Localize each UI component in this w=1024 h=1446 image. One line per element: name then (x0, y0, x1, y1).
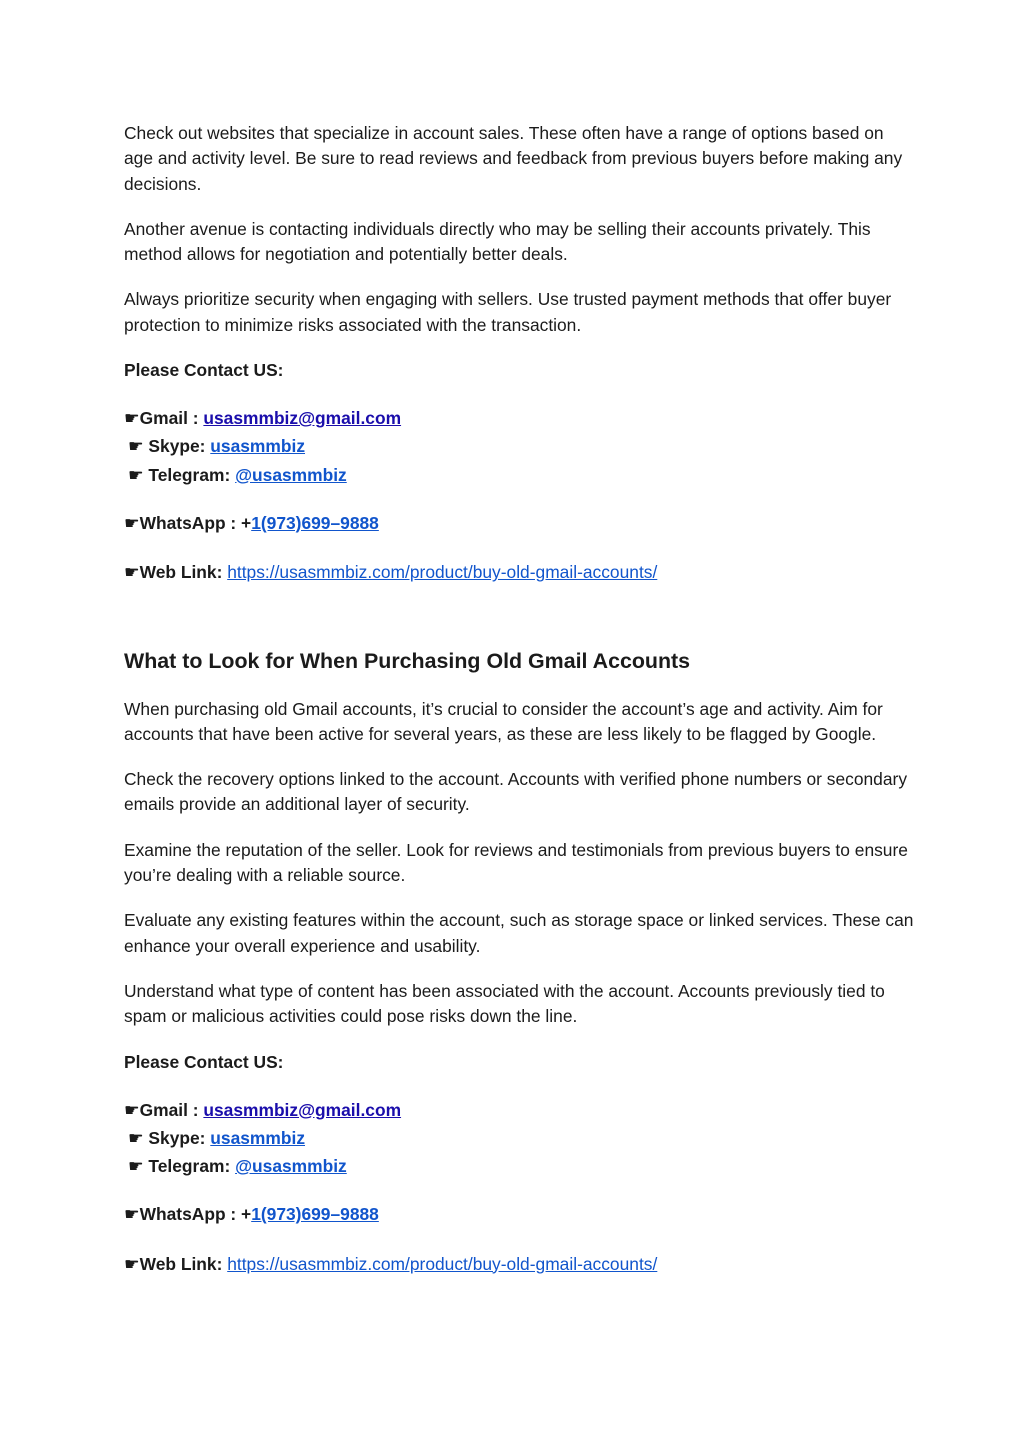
contact-gmail-row (124, 404, 914, 432)
web-label: ☛Web Link: (124, 562, 228, 583)
paragraph: Another avenue is contacting individuals directly who may be selling their accounts privately. This method allows for negotiation and potentially better deals. (124, 218, 871, 265)
contact-telegram-row (124, 1152, 914, 1180)
skype-label: ☛ Skype: (128, 1127, 211, 1148)
telegram-label: ☛ Telegram: (128, 1156, 236, 1177)
paragraph: Always prioritize security when engaging with sellers. Use trusted payment methods that offer buyer protection to minimize risks associated with the transaction. (124, 289, 892, 335)
paragraph: Check out websites that specialize in account sales. These often have a range of options based on age and activity level. Be sure to read reviews and feedback from previous buyers before making any decisions. (124, 123, 903, 194)
gmail-label: ☛Gmail : (124, 408, 204, 429)
paragraph: When purchasing old Gmail accounts, it’s crucial to consider the account’s age and activity. Aim for accounts that have been active for several years, as these are less likely to be flagged by Google. (124, 698, 883, 744)
contact-telegram-row (124, 461, 914, 489)
contact-heading: Please Contact US: (124, 1051, 284, 1072)
paragraph: Check the recovery options linked to the account. Accounts with verified phone numbers or secondary emails provide an additional layer of security. (124, 769, 908, 815)
contact-gmail-row (124, 1096, 914, 1124)
skype-label: ☛ Skype: (128, 436, 211, 457)
contact-web-row (124, 558, 914, 586)
spacer (124, 587, 914, 647)
whatsapp-label: ☛WhatsApp : + (124, 512, 252, 533)
telegram-link[interactable]: @usasmmbiz (235, 464, 347, 485)
skype-link[interactable]: usasmmbiz (210, 1127, 306, 1148)
contact-skype-row (124, 1124, 914, 1152)
contact-skype-row (124, 432, 914, 460)
gmail-label: ☛Gmail : (124, 1099, 204, 1120)
whatsapp-link[interactable]: 1(973)699–9888 (251, 1204, 379, 1225)
spacer (124, 1180, 914, 1200)
web-link[interactable]: https://usasmmbiz.com/product/buy-old-gmail-accounts/ (227, 562, 658, 583)
gmail-link[interactable]: usasmmbiz@gmail.com (203, 408, 402, 429)
section-heading: What to Look for When Purchasing Old Gmail Accounts (124, 648, 691, 673)
whatsapp-link[interactable]: 1(973)699–9888 (251, 512, 379, 533)
spacer (124, 1229, 914, 1250)
paragraph: Examine the reputation of the seller. Look for reviews and testimonials from previous buyers to ensure you’re dealing with a reliable source. (124, 839, 908, 886)
skype-link[interactable]: usasmmbiz (210, 436, 306, 457)
contact-web-row (124, 1250, 914, 1278)
telegram-label: ☛ Telegram: (128, 464, 236, 485)
spacer (124, 537, 914, 558)
contact-heading: Please Contact US: (124, 360, 284, 381)
web-link[interactable]: https://usasmmbiz.com/product/buy-old-gmail-accounts/ (227, 1253, 658, 1274)
paragraph: Evaluate any existing features within the account, such as storage space or linked services. These can enhance your overall experience and usability. (124, 910, 914, 956)
telegram-link[interactable]: @usasmmbiz (235, 1156, 347, 1177)
contact-whatsapp-row (124, 1200, 914, 1228)
page-content (124, 121, 914, 1278)
gmail-link[interactable]: usasmmbiz@gmail.com (203, 1099, 402, 1120)
whatsapp-label: ☛WhatsApp : + (124, 1204, 252, 1225)
web-label: ☛Web Link: (124, 1253, 228, 1274)
paragraph: Understand what type of content has been associated with the account. Accounts previously tied to spam or malicious activities could pose risks down the line. (124, 980, 885, 1027)
contact-whatsapp-row (124, 509, 914, 537)
spacer (124, 489, 914, 509)
